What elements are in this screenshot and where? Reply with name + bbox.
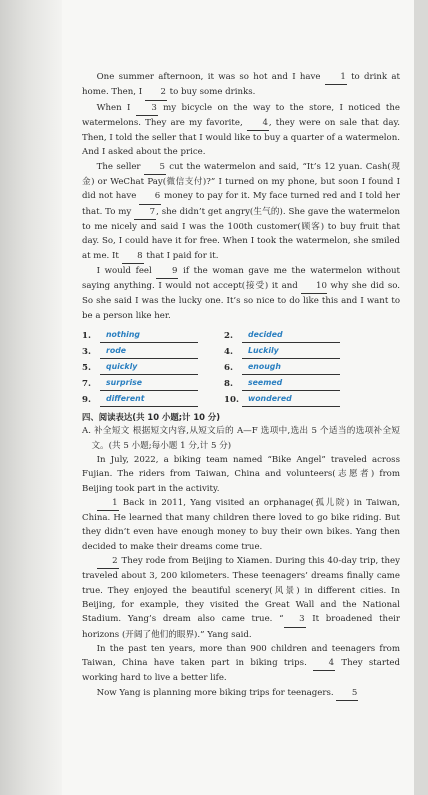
blank: 9 [156, 264, 178, 279]
blank: 4 [313, 656, 335, 671]
section-heading: 四、阅读表达(共 10 小题;计 10 分) [82, 412, 221, 423]
reading-paragraph-3: 2 They rode from Beijing to Xiamen. During this 40-day trip, they traveled about 3, 200 kilometers. These teenagers’ dreams finally came true. They enjoyed the beautiful scenery(风景) in different cities. In Beijing, for example, they visited the Great Wall and the National Stadium. Yang’s dream also came true. “ 3 It broadened their horizons (开阔了他们的眼界).” Yang said. [82, 556, 401, 640]
answer-row [82, 343, 400, 359]
answer-item: 1. nothing [82, 328, 224, 343]
cloze-paragraph-3: The seller 5 cut the watermelon and said, “It’s 12 yuan. Cash(现金) or WeChat Pay(微信支付)?” I turned on my phone, but soon I found I did not have 6 money to pay for it. My face turned red and I told her that. To my 7, she didn’t get angry(生气的). She gave the watermelon to me nicely and said I was the 100th customer(顾客) to buy fruit that day. So, I could have it for free. When I took the watermelon, she smiled at me. It 8 that I paid for it. [82, 160, 400, 264]
answer-row [82, 375, 400, 391]
answer-item: 2. decided [224, 328, 366, 343]
blank: 5 [144, 160, 166, 175]
answer-item: 10. wondered [224, 392, 366, 407]
answer-item: 9. different [82, 392, 224, 407]
answer-item: 8. seemed [224, 376, 366, 391]
answer-item: 3. rode [82, 344, 224, 359]
blank: 3 [136, 101, 158, 116]
next-page-edge [414, 0, 428, 795]
blank: 10 [301, 279, 327, 294]
handwritten-answer: seemed [242, 376, 340, 391]
cloze-paragraph-4: I would feel 9 if the woman gave me the watermelon without saying anything. I would not accept(接受) it and 10 why she did so. So she said I was the lucky one. It’s so nice to do like this and I want to be a person like her. [82, 265, 400, 321]
blank: 6 [139, 189, 161, 204]
answer-item: 6. enough [224, 360, 366, 375]
handwritten-answer: decided [242, 328, 340, 343]
blank: 3 [284, 612, 306, 627]
answer-item: 4. Luckily [224, 344, 366, 359]
handwritten-answer: Luckily [242, 344, 340, 359]
answer-row [82, 359, 400, 375]
blank: 2 [97, 554, 119, 569]
blank: 1 [325, 70, 347, 85]
blank: 5 [336, 686, 358, 701]
handwritten-answer: rode [100, 344, 198, 359]
reading-paragraph-5: Now Yang is planning more biking trips for teenagers. 5 [82, 686, 400, 701]
section-instruction: A. 补全短文 根据短文内容,从短文后的 A—F 选项中,选出 5 个适当的选项补全短文。(共 5 小题;每小题 1 分,计 5 分) [82, 426, 400, 451]
cloze-paragraph-1: One summer afternoon, it was so hot and I have 1 to drink at home. Then, I 2 to buy some drinks. [82, 70, 400, 101]
reading-paragraph-4: In the past ten years, more than 900 children and teenagers from Taiwan, China have taken part in biking trips. 4 They started working hard to live a better life. [82, 643, 400, 684]
reading-paragraph-2: 1 Back in 2011, Yang visited an orphanage(孤儿院) in Taiwan, China. He learned that many children there loved to go bike riding. But they didn’t even have enough money to buy their own bikes. Yang then decided to make their dreams come true. [82, 497, 400, 552]
page-content [82, 70, 400, 701]
handwritten-answer: quickly [100, 360, 198, 375]
handwritten-answer: wondered [242, 392, 340, 407]
handwritten-answer: nothing [100, 328, 198, 343]
page-shadow [0, 0, 62, 795]
reading-paragraph-1: In July, 2022, a biking team named “Bike Angel” traveled across Fujian. The riders from Taiwan, China and volunteers(志愿者) from Beijing took part in the activity. [82, 454, 400, 494]
blank: 7 [134, 205, 156, 220]
blank: 1 [97, 496, 119, 511]
answer-row [82, 327, 400, 343]
blank: 8 [122, 249, 144, 264]
answer-grid [82, 327, 400, 407]
handwritten-answer: enough [242, 360, 340, 375]
answer-row [82, 391, 400, 407]
blank: 4 [247, 116, 269, 131]
answer-item: 7. surprise [82, 376, 224, 391]
cloze-paragraph-2: When I 3 my bicycle on the way to the store, I noticed the watermelons. They are my favorite, 4, they were on sale that day. Then, I told the seller that I would like to buy a quarter of a watermelon. And I asked about the price. [82, 102, 400, 158]
answer-item: 5. quickly [82, 360, 224, 375]
blank: 2 [145, 85, 167, 100]
handwritten-answer: surprise [100, 376, 198, 391]
handwritten-answer: different [100, 392, 198, 407]
